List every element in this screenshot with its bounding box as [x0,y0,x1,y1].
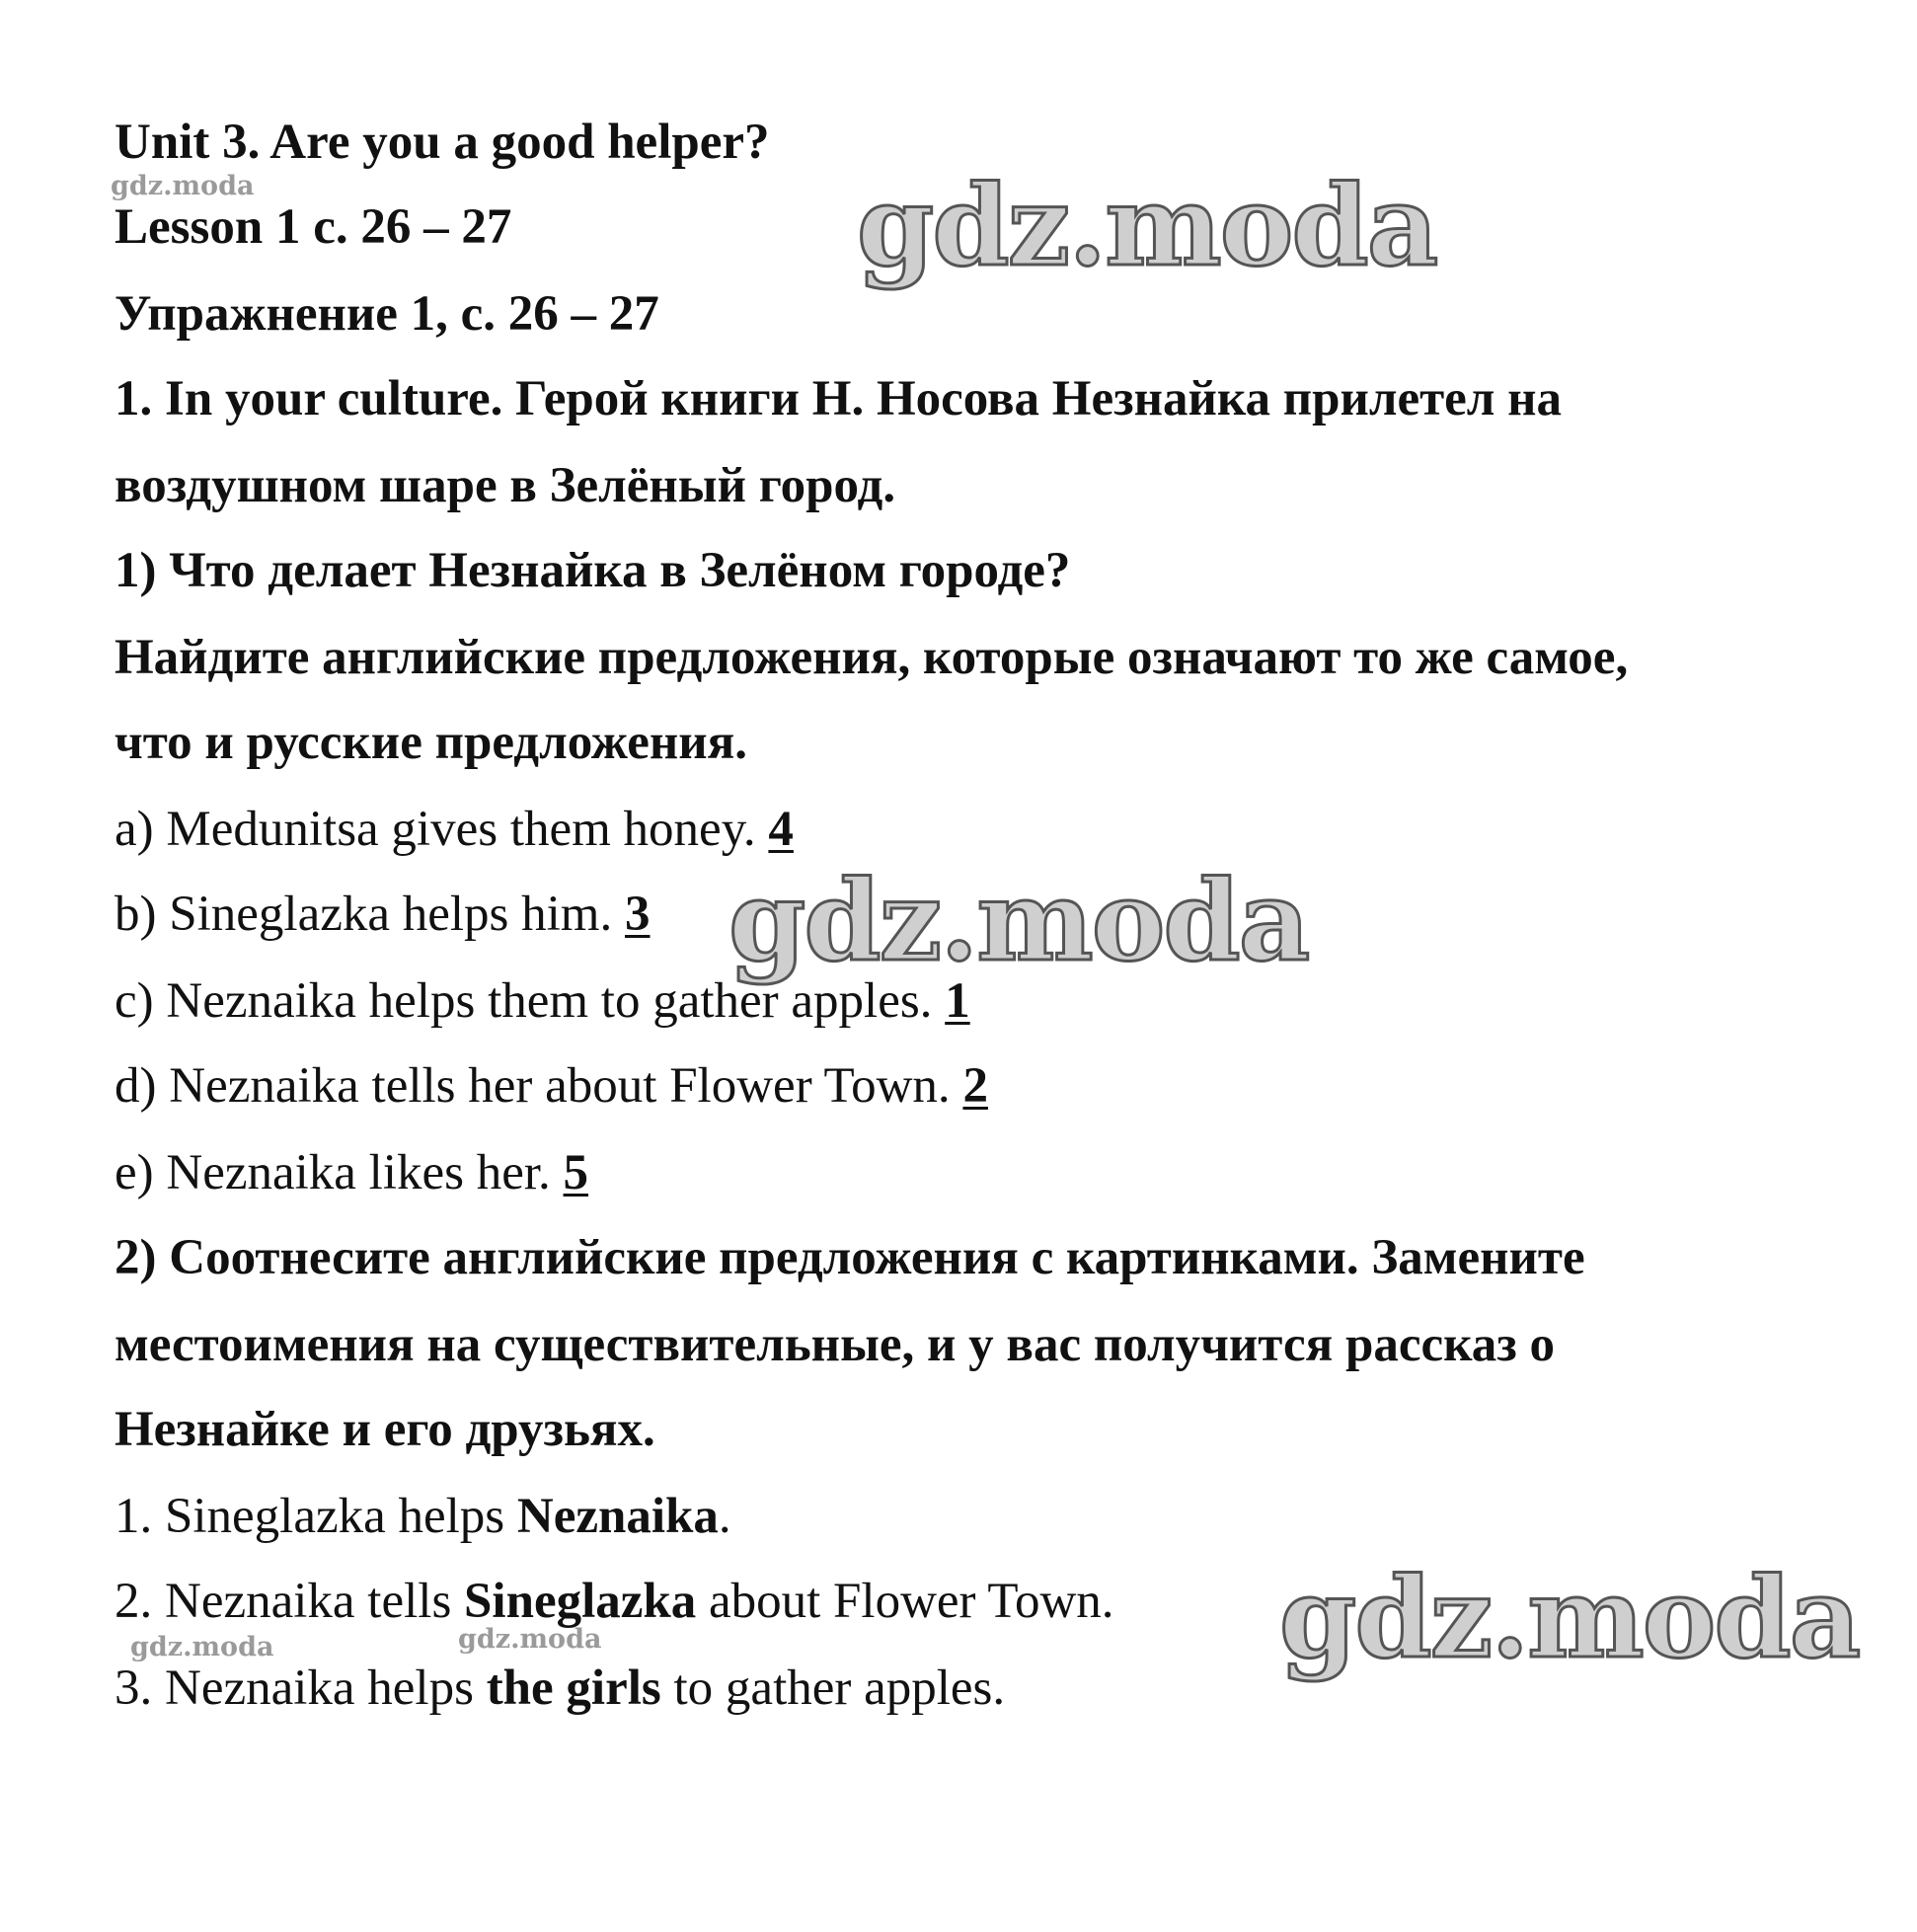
match-answer: 3 [624,887,651,942]
match-answer: 4 [768,802,794,857]
lesson-title: Lesson 1 с. 26 – 27 [115,199,512,255]
match-item-d [115,1056,988,1116]
exercise-title: Упражнение 1, с. 26 – 27 [115,286,659,342]
watermark-small: gdz.moda [111,171,255,201]
match-answer: 5 [563,1145,589,1200]
match-text: c) Neznaika helps them to gather apples. [115,973,933,1029]
match-item-e [115,1143,588,1202]
watermark-large: gdz.moda [728,857,1309,986]
story-sentence-2: 2. Neznaika tells Sineglazka about Flower Town. [115,1574,1114,1629]
task-2-line-2: местоимения на существительные, и у вас получится рассказ о [115,1317,1555,1372]
match-answer: 2 [962,1058,988,1114]
match-text: d) Neznaika tells her about Flower Town. [115,1058,951,1114]
task-2-line-1: 2) Соотнесите английские предложения с картинками. Замените [115,1230,1585,1285]
watermark-large: gdz.moda [1279,1554,1860,1683]
match-text: e) Neznaika likes her. [115,1145,551,1200]
match-item-b [115,885,650,944]
task-intro-line-1: 1. In your culture. Герой книги Н. Носова Незнайка прилетел на [115,371,1563,426]
question-1: 1) Что делает Незнайка в Зелёном городе? [115,543,1071,598]
match-text: b) Sineglazka helps him. [115,887,613,942]
unit-title: Unit 3. Are you a good helper? [115,115,770,170]
watermark-small: gdz.moda [130,1632,274,1662]
task-intro-line-2: воздушном шаре в Зелёный город. [115,458,896,513]
watermark-small: gdz.moda [458,1624,602,1655]
question-1-instruction-line-1: Найдите английские предложения, которые означают то же самое, [115,630,1629,685]
match-item-a [115,800,794,859]
match-answer: 1 [945,973,970,1029]
story-sentence-1: 1. Sineglazka helps Neznaika. [115,1489,731,1544]
watermark-large: gdz.moda [857,162,1437,291]
task-2-line-3: Незнайке и его друзьях. [115,1402,655,1457]
story-sentence-3: 3. Neznaika helps the girls to gather apples. [115,1661,1006,1716]
question-1-instruction-line-2: что и русские предложения. [115,715,747,770]
match-text: a) Medunitsa gives them honey. [115,802,756,857]
